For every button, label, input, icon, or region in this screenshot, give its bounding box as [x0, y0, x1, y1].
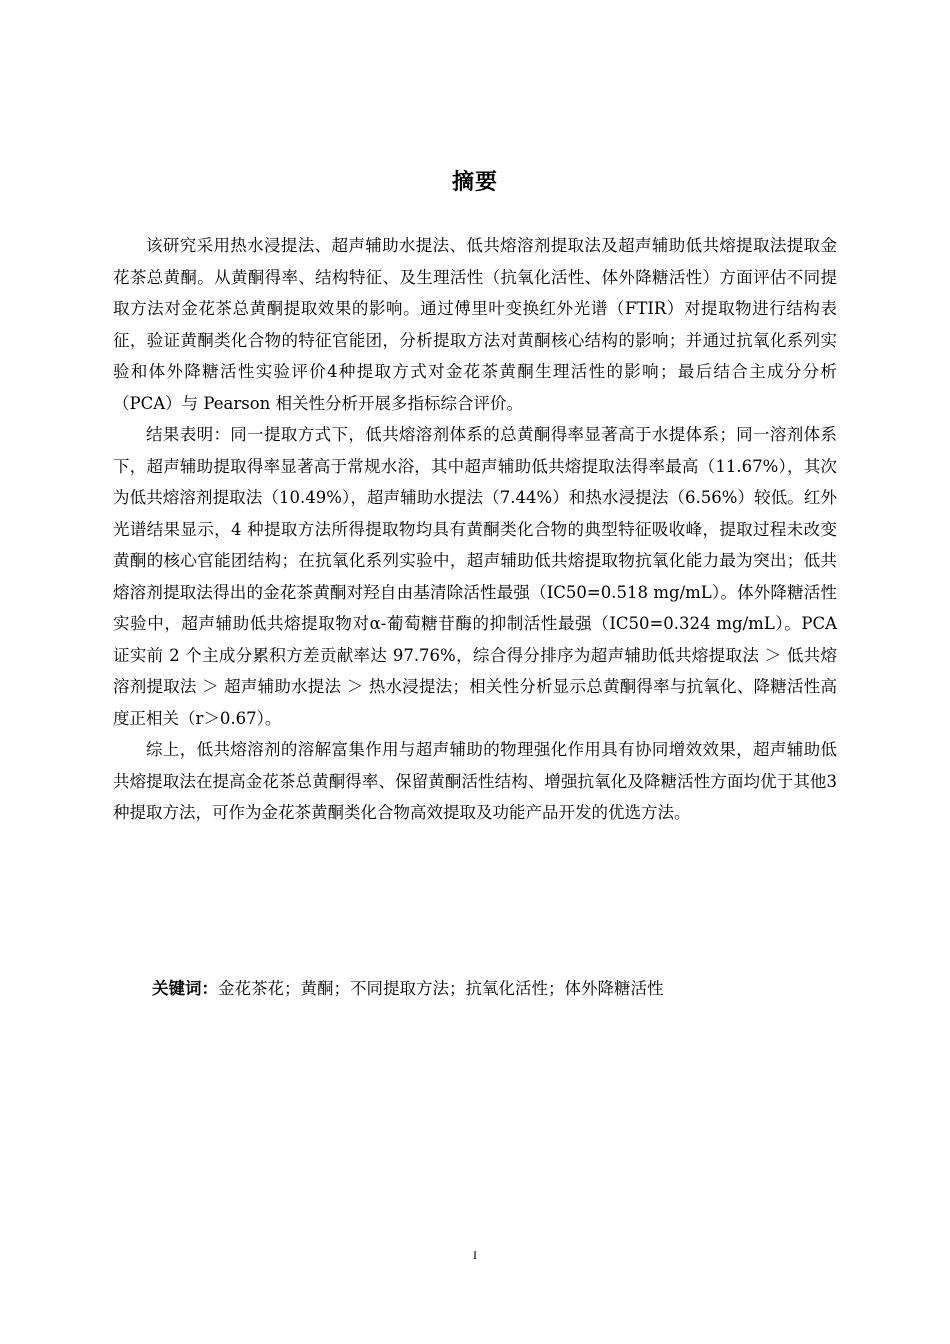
- abstract-title: 摘要: [451, 170, 498, 195]
- keywords-label: 关键词：: [152, 979, 218, 998]
- keywords-text: 金花茶花；黄酮；不同提取方法；抗氧化活性；体外降糖活性: [218, 979, 664, 998]
- abstract-paragraph-conclusion: 综上，低共熔溶剂的溶解富集作用与超声辅助的物理强化作用具有协同增效效果，超声辅助低共熔提取法在提高金花茶总黄酮得率、保留黄酮活性结构、增强抗氧化及降糖活性方面均优于其他3种提取方法，可作为金花茶黄酮类化合物高效提取及功能产品开发的优选方法。: [113, 740, 837, 822]
- abstract-body: [113, 230, 837, 829]
- abstract-paragraph-methods: 该研究采用热水浸提法、超声辅助水提法、低共熔溶剂提取法及超声辅助低共熔提取法提取金花茶总黄酮。从黄酮得率、结构特征、及生理活性（抗氧化活性、体外降糖活性）方面评估不同提取方法对金花茶总黄酮提取效果的影响。通过傅里叶变换红外光谱（FTIR）对提取物进行结构表征，验证黄酮类化合物的特征官能团，分析提取方法对黄酮核心结构的影响；并通过抗氧化系列实验和体外降糖活性实验评价4种提取方式对金花茶黄酮生理活性的影响；最后结合主成分分析（PCA）与 Pearson 相关性分析开展多指标综合评价。: [113, 236, 837, 413]
- keywords-line: [152, 973, 664, 1005]
- page-number: I: [473, 1248, 477, 1262]
- abstract-paragraph-results: 结果表明：同一提取方式下，低共熔溶剂体系的总黄酮得率显著高于水提体系；同一溶剂体系下，超声辅助提取得率显著高于常规水浴，其中超声辅助低共熔提取法得率最高（11.67%），其次为低共熔溶剂提取法（10.49%），超声辅助水提法（7.44%）和热水浸提法（6.56%）较低。红外光谱结果显示，4 种提取方法所得提取物均具有黄酮类化合物的典型特征吸收峰，提取过程未改变黄酮的核心官能团结构；在抗氧化系列实验中，超声辅助低共熔提取物抗氧化能力最为突出；低共熔溶剂提取法得出的金花茶黄酮对羟自由基清除活性最强（IC50=0.518 mg/mL）。体外降糖活性实验中，超声辅助低共熔提取物对α-葡萄糖苷酶的抑制活性最强（IC50=0.324 mg/mL）。PCA 证实前 2 个主成分累积方差贡献率达 97.76%，综合得分排序为超声辅助低共熔提取法 ＞ 低共熔溶剂提取法 ＞ 超声辅助水提法 ＞ 热水浸提法；相关性分析显示总黄酮得率与抗氧化、降糖活性高度正相关（r＞0.67）。: [113, 425, 837, 728]
